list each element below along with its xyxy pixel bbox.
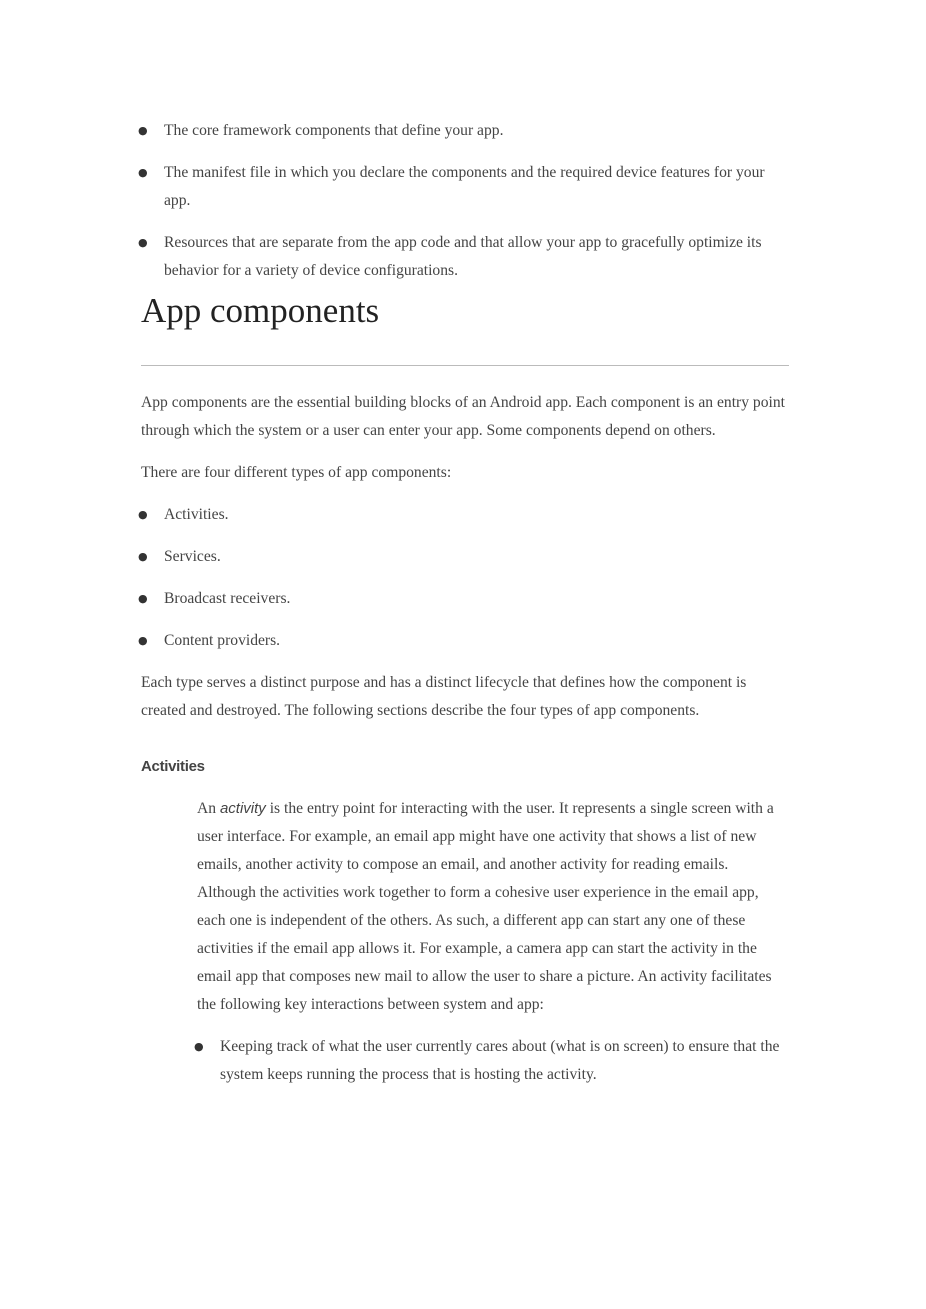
list-item-text: Services. <box>164 548 221 565</box>
paragraph: Each type serves a distinct purpose and has a distinct lifecycle that defines how the component is created and destroyed. The following sections describe the four types of app components. <box>141 674 747 719</box>
emphasized-term: activity <box>219 800 266 817</box>
document-content <box>138 117 789 1103</box>
paragraph: There are four different types of app components: <box>141 464 452 481</box>
activities-list <box>194 1033 783 1089</box>
list-item-text: Activities. <box>164 506 229 523</box>
list-item <box>138 627 789 655</box>
list-item-text: Keeping track of what the user currently cares about (what is on screen) to ensure that the system keeps running the process that is hosting the activity. <box>220 1038 780 1083</box>
component-types-list <box>138 501 789 655</box>
list-item-text: Broadcast receivers. <box>164 590 291 607</box>
bullet-icon: ● <box>138 236 148 249</box>
bullet-icon: ● <box>138 124 148 137</box>
list-item-text: Resources that are separate from the app code and that allow your app to gracefully optimize its behavior for a variety of device configurations. <box>164 234 762 279</box>
list-item <box>138 159 789 215</box>
list-item <box>138 117 789 145</box>
bullet-icon: ● <box>138 550 148 563</box>
paragraph: App components are the essential building blocks of an Android app. Each component is an entry point through which the system or a user can enter your app. Some components depend on others. <box>141 394 785 439</box>
list-item-text: The core framework components that define your app. <box>164 122 504 139</box>
bullet-icon: ● <box>194 1040 204 1053</box>
bullet-icon: ● <box>138 634 148 647</box>
bullet-icon: ● <box>138 166 148 179</box>
list-item <box>138 501 789 529</box>
text: An <box>197 800 220 817</box>
activities-heading: Activities <box>141 758 205 775</box>
bullet-icon: ● <box>138 592 148 605</box>
list-item-text: Content providers. <box>164 632 281 649</box>
list-item-text: The manifest file in which you declare the components and the required device features for your app. <box>164 164 765 209</box>
divider <box>141 365 789 366</box>
activities-section <box>194 795 783 1089</box>
list-item <box>138 229 789 285</box>
list-item <box>194 1033 783 1089</box>
section-title: App components <box>141 291 380 330</box>
text: is the entry point for interacting with the user. It represents a single screen with a user interface. For example, an email app might have one activity that shows a list of new emails, another activity to compose an email, and another activity for reading emails. Although the activities work together to form a cohesive user experience in the email app, each one is independent of the others. As such, a different app can start any one of these activities if the email app allows it. For example, a camera app can start the activity in the email app that composes new mail to allow the user to share a picture. An activity facilitates the following key interactions between system and app: <box>197 800 774 1013</box>
list-item <box>138 543 789 571</box>
list-item <box>138 585 789 613</box>
bullet-icon: ● <box>138 508 148 521</box>
intro-list <box>138 117 789 285</box>
activities-paragraph <box>197 795 783 1019</box>
